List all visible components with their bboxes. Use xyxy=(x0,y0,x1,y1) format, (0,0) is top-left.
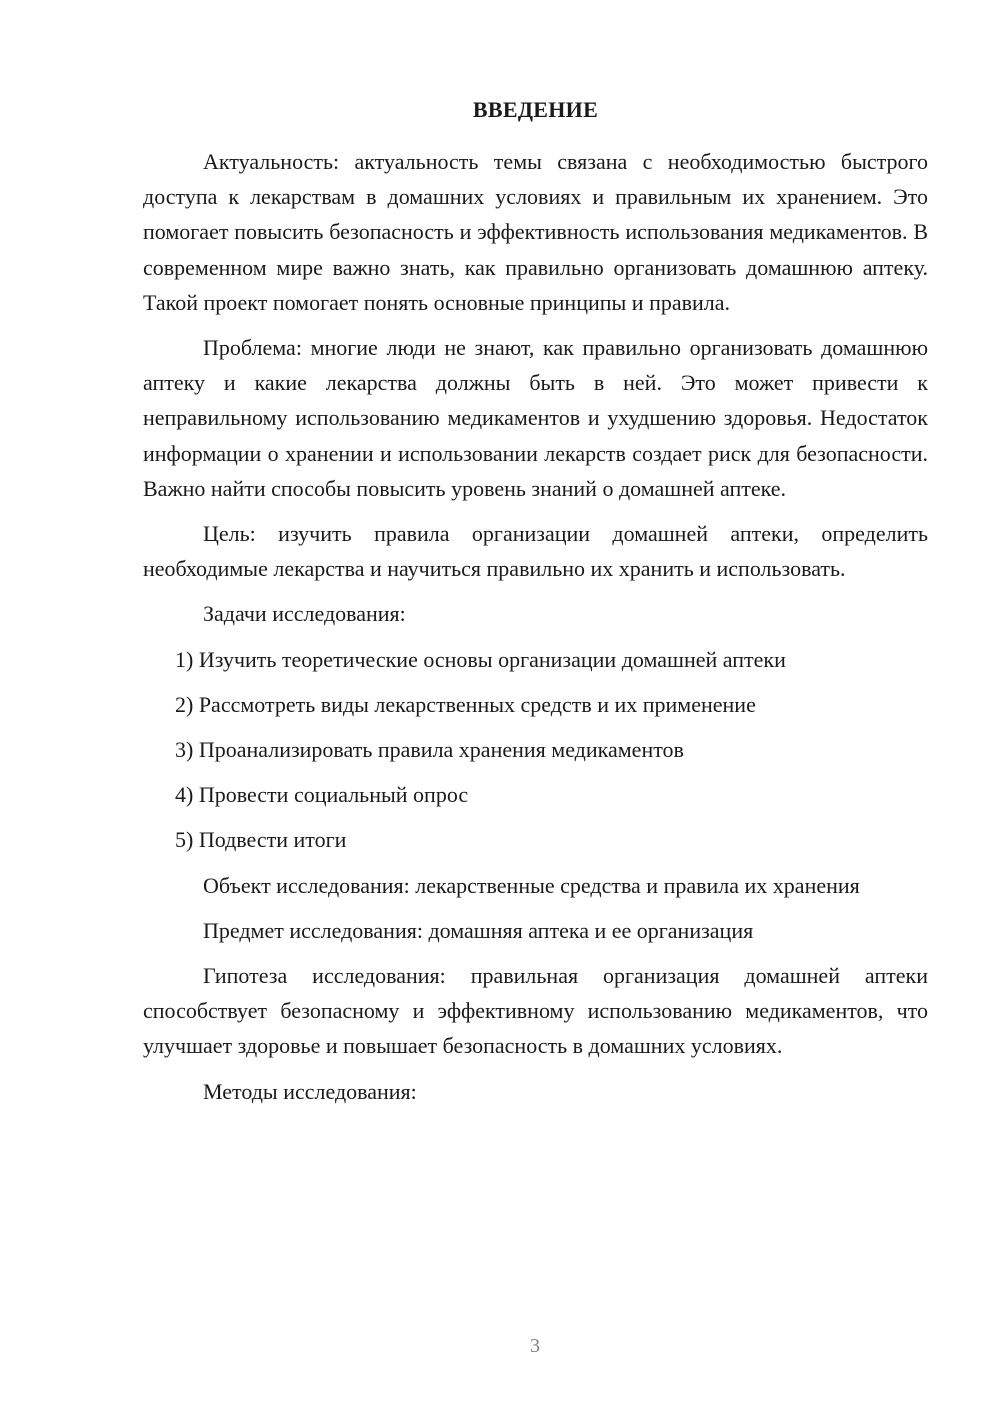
object-paragraph: Объект исследования: лекарственные средства и правила их хранения xyxy=(203,872,860,898)
problem-paragraph: Проблема: многие люди не знают, как правильно организовать домашнюю аптеку и какие лекарства должны быть в ней. Это может привести к неправильному использованию медикаментов и ухудшению здоровья. Недостаток информации о хранении и использовании лекарств создает риск для безопасности. Важно найти способы повысить уровень знаний о домашней аптеке. xyxy=(143,335,928,501)
methods-heading: Методы исследования: xyxy=(203,1078,417,1104)
tasks-heading: Задачи исследования: xyxy=(203,601,406,627)
page-number: 3 xyxy=(530,1335,540,1357)
goal-paragraph: Цель: изучить правила организации домашней аптеки, определить необходимые лекарства и научиться правильно их хранить и использовать. xyxy=(143,521,928,582)
task-item: 3) Проанализировать правила хранения медикаментов xyxy=(175,737,684,763)
tasks-list xyxy=(143,642,928,858)
task-item: 1) Изучить теоретические основы организации домашней аптеки xyxy=(175,646,786,672)
section-title: ВВЕДЕНИЕ xyxy=(472,97,599,122)
hypothesis-paragraph: Гипотеза исследования: правильная организация домашней аптеки способствует безопасному и эффективному использованию медикаментов, что улучшает здоровье и повышает безопасность в домашних условиях. xyxy=(143,963,928,1059)
document-body xyxy=(143,92,928,1119)
relevance-paragraph: Актуальность: актуальность темы связана с необходимостью быстрого доступа к лекарствам в домашних условиях и правильным их хранением. Это помогает повысить безопасность и эффективность использования медикаментов. В современном мире важно знать, как правильно организовать домашнюю аптеку. Такой проект помогает понять основные принципы и правила. xyxy=(143,149,928,315)
task-item: 4) Провести социальный опрос xyxy=(175,782,469,808)
task-item: 2) Рассмотреть виды лекарственных средств и их применение xyxy=(175,691,756,717)
task-item: 5) Подвести итоги xyxy=(175,827,347,853)
subject-line: Предмет исследования: домашняя аптека и ее организация xyxy=(203,917,754,943)
